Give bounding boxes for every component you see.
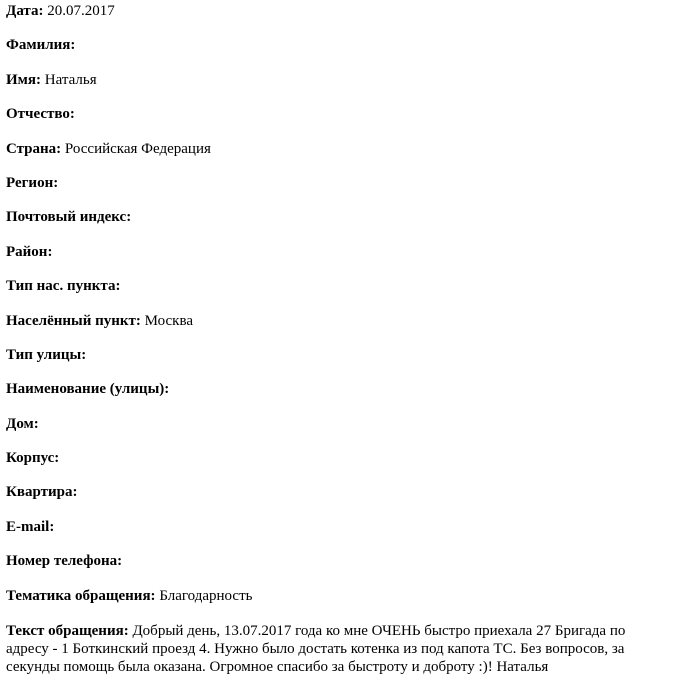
field-label: Корпус: [6,450,60,467]
field-street-name [6,381,672,398]
field-message [6,622,672,676]
field-country [6,141,672,158]
field-label: Населённый пункт: [6,312,141,329]
field-apartment [6,484,672,501]
field-label: Тип улицы: [6,346,87,363]
field-value: Российская Федерация [64,140,211,157]
field-region [6,175,672,192]
field-building [6,450,672,467]
field-label: Дом: [6,415,39,432]
field-label: Фамилия: [6,37,76,54]
field-label: Почтовый индекс: [6,209,132,226]
field-label: Квартира: [6,484,78,501]
field-patronymic [6,106,672,123]
field-label: Наименование (улицы): [6,381,170,398]
field-value: Москва [144,312,193,329]
field-label: Тематика обращения: [6,587,156,604]
message-text: Добрый день, 13.07.2017 года ко мне ОЧЕНЬ быстро приехала 27 Бригада по адресу - 1 Боткинский проезд 4. Нужно было достать котенка из под капота ТС. Без вопросов, за секунды помощь была оказана. Огромное спасибо за быстроту и доброту :)! Наталья [6,623,626,676]
field-postal-code [6,209,672,226]
field-label: Регион: [6,174,59,191]
message-label: Текст обращения: [6,623,129,640]
field-value: 20.07.2017 [47,3,115,19]
field-house [6,416,672,433]
field-label: Страна: [6,140,62,157]
field-label: Дата: [6,3,44,19]
field-label: Отчество: [6,106,75,123]
field-settlement [6,313,672,330]
field-district [6,244,672,261]
field-value: Наталья [44,71,97,88]
field-label: Номер телефона: [6,553,123,570]
field-last-name [6,37,672,54]
field-label: Тип нас. пункта: [6,278,121,295]
field-label: Имя: [6,71,41,88]
field-phone [6,553,672,570]
field-label: Район: [6,243,53,260]
field-label: E-mail: [6,518,55,535]
field-value: Благодарность [159,587,253,604]
field-settlement-type [6,278,672,295]
field-first-name [6,72,672,89]
field-topic [6,588,672,605]
field-date [6,3,672,20]
field-street-type [6,347,672,364]
field-email [6,519,672,536]
